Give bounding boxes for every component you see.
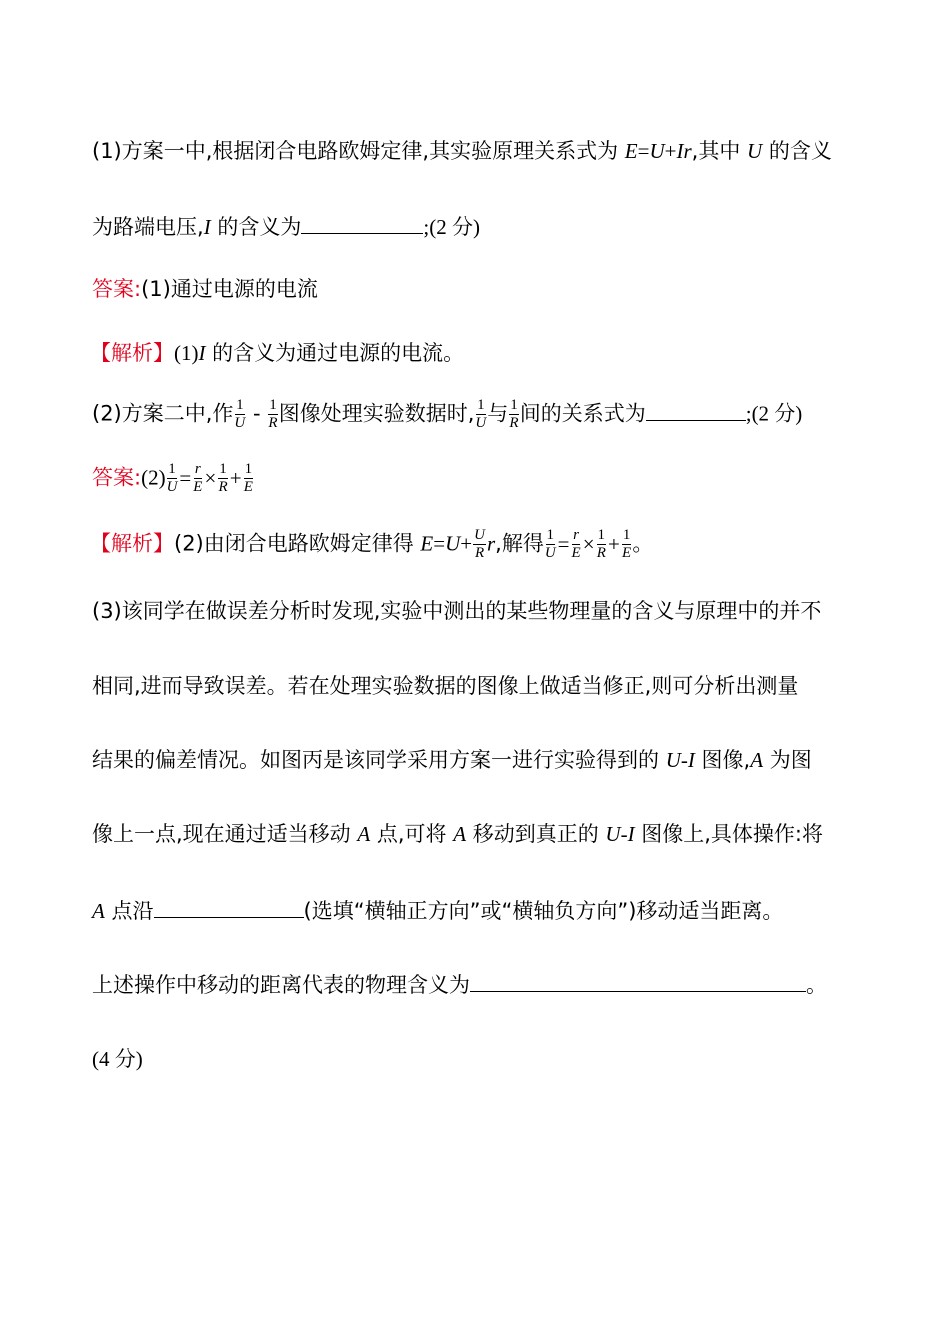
q3-line4 [92,824,823,845]
var-I: I [203,215,211,239]
q1-line1-mid: ,其中 [691,139,747,163]
analysis-plus: + [460,531,473,556]
q3-line2-text: 相同,进而导致误差。若在处理实验数据的图像上做适当修正,则可分析出测量 [92,674,799,698]
times-sign: × [204,465,217,490]
analysis-I: I [198,341,206,365]
var-A: A [750,748,764,772]
plus-sign: + [608,531,620,556]
fraction-1-over-U: $\frac{1}{U}$ [475,397,487,431]
analysis-end: 。 [632,531,654,556]
answer-blank-2 [646,402,746,421]
analysis-pre: (1) [174,341,199,365]
analysis-E: E [420,531,434,556]
fraction-U-over-R: $\frac{U}{R}$ [474,527,485,561]
fraction-r-over-E: $\frac{r}{E}$ [571,527,581,561]
answer-blank-1 [301,215,423,234]
q2-answer [92,462,254,495]
q3-line4-mid1: 点,可将 [370,822,454,846]
answer-text: (1)通过电源的电流 [141,277,318,301]
q3-line6-pre: 上述操作中移动的距离代表的物理含义为 [92,973,470,997]
q3-line5-post: (选填“横轴正方向”或“横轴负方向”)移动适当距离。 [303,899,784,923]
q3-line3 [92,750,812,771]
q3-line2 [92,676,798,697]
var-U: U [747,139,763,163]
analysis-pre: (2)由闭合电路欧姆定律得 [174,531,421,556]
q1-line1 [92,141,832,162]
q2-mid2: 与 [487,401,509,426]
q1-line1-post: 的含义 [762,139,832,163]
fraction-r-over-E: $\frac{r}{E}$ [193,461,203,495]
q3-points: (4 分) [92,1047,143,1071]
q1-line2-mid: 的含义为 [210,215,302,239]
analysis-label: 【解析】 [90,341,174,365]
var-UI: U-I [605,822,635,846]
var-A: A [357,822,371,846]
q1-line2 [92,215,480,238]
fraction-1-over-R: $\frac{1}{R}$ [218,461,228,495]
q3-line3-pre: 结果的偏差情况。如图丙是该同学采用方案一进行实验得到的 [92,748,666,772]
q3-line5-pre: 点沿 [104,899,154,923]
q2-analysis [90,528,653,561]
q2-mid1: 图像处理实验数据时, [278,401,475,426]
fraction-1-over-R: $\frac{1}{R}$ [268,397,278,431]
q1-line2-pre: 为路端电压, [92,215,204,239]
answer-label: 答案: [92,465,142,490]
formula-Ir: Ir [676,139,692,163]
analysis-eq: = [433,531,446,556]
q3-line7 [92,1049,143,1070]
analysis-r: r [486,531,496,556]
q1-line1-pre: (1)方案一中,根据闭合电路欧姆定律,其实验原理关系式为 [92,139,625,163]
q2-dash: - [246,401,268,426]
q3-line5 [92,899,783,922]
answer-blank-3 [154,899,304,918]
q1-answer [92,279,318,300]
formula-E: E [624,139,638,163]
q3-line6 [92,973,827,996]
q3-line1-text: (3)该同学在做误差分析时发现,实验中测出的某些物理量的含义与原理中的并不 [92,599,822,623]
q1-analysis [90,343,464,364]
answer-pre: (2) [141,465,166,490]
var-UI: U-I [665,748,695,772]
times-sign: × [582,531,595,556]
eq-sign: = [179,465,192,490]
q2-line [92,398,802,431]
fraction-1-over-U: $\frac{1}{U}$ [234,397,246,431]
q2-mid3: 间的关系式为 [519,401,646,426]
q3-line6-post: 。 [806,973,827,997]
answer-blank-4 [470,973,806,992]
analysis-label: 【解析】 [90,531,174,556]
fraction-1-over-E: $\frac{1}{E}$ [622,527,632,561]
q2-pre: (2)方案二中,作 [92,401,234,426]
q3-line4-pre: 像上一点,现在通过适当移动 [92,822,358,846]
q1-line2-post: ;(2 分) [423,215,480,239]
q3-line3-post: 为图 [763,748,812,772]
formula-U: U [649,139,665,163]
analysis-U: U [445,531,461,556]
plus-sign: + [229,465,242,490]
answer-label: 答案: [92,277,142,301]
formula-eq: = [637,139,650,163]
fraction-1-over-R: $\frac{1}{R}$ [596,527,606,561]
fraction-1-over-U: $\frac{1}{U}$ [166,461,178,495]
var-A: A [92,899,105,923]
analysis-mid: ,解得 [495,531,544,556]
analysis-text: 的含义为通过电源的电流。 [205,341,465,365]
q3-line3-mid: 图像, [694,748,751,772]
eq-sign: = [557,531,570,556]
q3-line4-post: 图像上,具体操作:将 [634,822,823,846]
fraction-1-over-R: $\frac{1}{R}$ [509,397,519,431]
q3-line4-mid2: 移动到真正的 [466,822,606,846]
var-A: A [453,822,467,846]
formula-plus: + [664,139,677,163]
fraction-1-over-U: $\frac{1}{U}$ [544,527,556,561]
q3-line1 [92,601,821,622]
fraction-1-over-E: $\frac{1}{E}$ [243,461,253,495]
q2-post: ;(2 分) [745,401,803,426]
